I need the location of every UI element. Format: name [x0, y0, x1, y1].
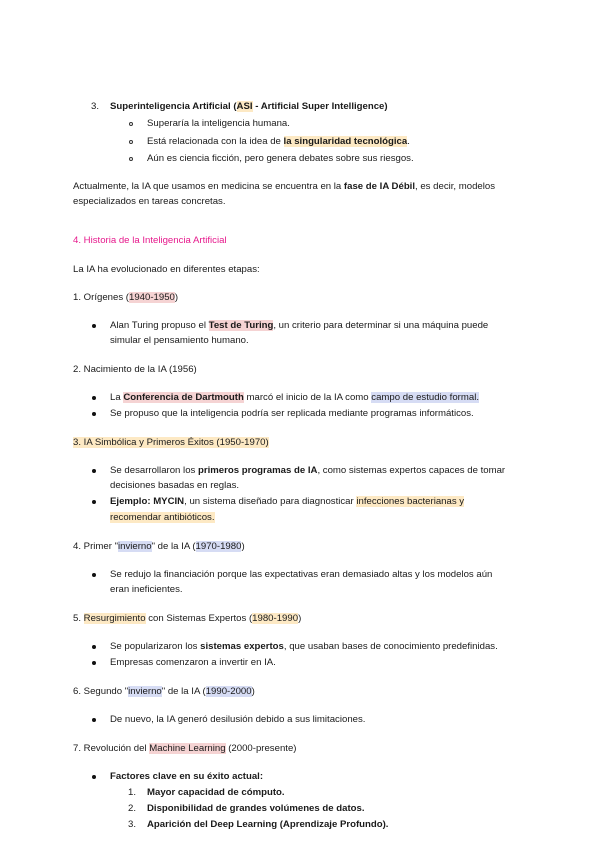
- text: con Sistemas Expertos (: [145, 613, 253, 624]
- text: ): [298, 613, 302, 624]
- bold-text: sistemas expertos: [200, 641, 284, 652]
- stage-3-bullet-2: [110, 496, 464, 508]
- highlight: Machine Learning: [149, 743, 226, 754]
- asi-sub-1: Superaría la inteligencia humana.: [147, 118, 290, 129]
- highlight: 3. IA Simbólica y Primeros Éxitos (1950-1970): [73, 437, 269, 448]
- stage-3-bullet-1: [110, 465, 505, 477]
- stage-2-bullet-1: [110, 392, 479, 404]
- stage-4-bullet-1-line-2: eran ineficientes.: [110, 584, 183, 595]
- highlight: la singularidad tecnológica: [283, 136, 408, 147]
- bullet-icon: [92, 396, 96, 400]
- text: Alan Turing propuso el: [110, 320, 209, 331]
- highlight: recomendar antibióticos.: [110, 512, 215, 523]
- factor-item: Disponibilidad de grandes volúmenes de datos.: [147, 803, 365, 814]
- bullet-icon: [92, 573, 96, 577]
- text: La: [110, 392, 124, 403]
- highlight: invierno: [128, 686, 162, 697]
- text: 1. Orígenes (: [73, 292, 129, 303]
- text: 5.: [73, 613, 84, 624]
- highlight: 1970-1980: [195, 541, 242, 552]
- text: ): [241, 541, 245, 552]
- stage-heading-2: 2. Nacimiento de la IA (1956): [73, 364, 197, 375]
- text: Se popularizaron los: [110, 641, 201, 652]
- stage-7-bullet-1: Factores clave en su éxito actual:: [110, 771, 264, 782]
- highlight: Resurgimiento: [83, 613, 146, 624]
- stage-heading-5: [73, 613, 301, 625]
- list-number: 2.: [128, 803, 137, 814]
- asi-sub-3: Aún es ciencia ficción, pero genera debates sobre sus riesgos.: [147, 153, 414, 164]
- bullet-icon: [92, 469, 96, 473]
- stage-heading-6: [73, 686, 255, 698]
- asi-title: [110, 101, 388, 113]
- highlight: invierno: [118, 541, 152, 552]
- circle-bullet-icon: [129, 140, 133, 144]
- list-number: 3.: [128, 819, 137, 830]
- circle-bullet-icon: [129, 157, 133, 161]
- text: , un sistema diseñado para diagnosticar: [184, 496, 357, 507]
- stage-heading-1: [73, 292, 178, 304]
- stage-5-bullet-2: Empresas comenzaron a invertir en IA.: [110, 657, 276, 668]
- bold-text: fase de IA Débil: [343, 181, 416, 192]
- highlight: Conferencia de Dartmouth: [123, 392, 244, 403]
- highlight: Test de Turing: [208, 320, 274, 331]
- bullet-icon: [92, 412, 96, 416]
- text: Está relacionada con la idea de: [147, 136, 284, 147]
- text: ): [174, 292, 179, 303]
- stage-5-bullet-1: [110, 641, 498, 653]
- text: .: [407, 136, 410, 147]
- text: , un criterio para determinar si una máquina puede: [273, 320, 489, 331]
- stage-heading-7: [73, 743, 296, 755]
- stage-3-bullet-2-line-2: [110, 512, 215, 524]
- asi-sub-2: [147, 136, 410, 148]
- text: Actualmente, la IA que usamos en medicina se encuentra en la: [73, 181, 344, 192]
- stage-2-bullet-2: Se propuso que la inteligencia podría ser replicada mediante programas informáticos.: [110, 408, 474, 419]
- highlight: 1990-2000: [205, 686, 252, 697]
- circle-bullet-icon: [129, 122, 133, 126]
- text: (2000-presente): [225, 743, 297, 754]
- stage-heading-4: [73, 541, 245, 553]
- stage-1-bullet-1: [110, 320, 488, 332]
- bold-text: MYCIN: [153, 496, 185, 507]
- factor-item: Aparición del Deep Learning (Aprendizaje Profundo).: [147, 819, 389, 830]
- highlight: ASI: [236, 101, 253, 112]
- text: marcó el inicio de la IA como: [243, 392, 372, 403]
- text: ): [251, 686, 255, 697]
- text: , es decir, modelos: [415, 181, 496, 192]
- current-paragraph-line-2: especializados en tareas concretas.: [73, 196, 226, 207]
- bullet-icon: [92, 775, 96, 779]
- text: 6. Segundo ": [73, 686, 129, 697]
- section-intro: La IA ha evolucionado en diferentes etapas:: [73, 264, 260, 275]
- text: Se desarrollaron los: [110, 465, 198, 476]
- bold-text: Ejemplo:: [110, 496, 151, 507]
- section-heading: 4. Historia de la Inteligencia Artificial: [73, 235, 227, 246]
- stage-4-bullet-1: Se redujo la financiación porque las expectativas eran demasiado altas y los modelos aún: [110, 569, 493, 580]
- text: 7. Revolución del: [73, 743, 150, 754]
- stage-heading-3: [73, 437, 269, 449]
- stage-1-bullet-1-line-2: simular el pensamiento humano.: [110, 335, 249, 346]
- list-number: 1.: [128, 787, 137, 798]
- current-paragraph-line-1: [73, 181, 495, 193]
- stage-3-bullet-1-line-2: decisiones basadas en reglas.: [110, 480, 240, 491]
- text: 4. Primer ": [73, 541, 118, 552]
- bullet-icon: [92, 645, 96, 649]
- text: , como sistemas expertos capaces de tomar: [317, 465, 506, 476]
- bullet-icon: [92, 661, 96, 665]
- bullet-icon: [92, 718, 96, 722]
- highlight: campo de estudio formal.: [371, 392, 480, 403]
- text: - Artificial Super Intelligence): [252, 101, 388, 112]
- text: " de la IA (: [161, 686, 206, 697]
- bullet-icon: [92, 500, 96, 504]
- factor-item: Mayor capacidad de cómputo.: [147, 787, 285, 798]
- highlight: 1980-1990: [252, 613, 299, 624]
- stage-6-bullet-1: De nuevo, la IA generó desilusión debido a sus limitaciones.: [110, 714, 366, 725]
- text: Superinteligencia Artificial (: [110, 101, 237, 112]
- highlight: infecciones bacterianas y: [356, 496, 465, 507]
- text: " de la IA (: [151, 541, 196, 552]
- bullet-icon: [92, 324, 96, 328]
- bold-text: primeros programas de IA: [198, 465, 318, 476]
- list-number: 3.: [91, 101, 100, 112]
- text: , que usaban bases de conocimiento predefinidas.: [283, 641, 498, 652]
- highlight: 1940-1950: [129, 292, 175, 303]
